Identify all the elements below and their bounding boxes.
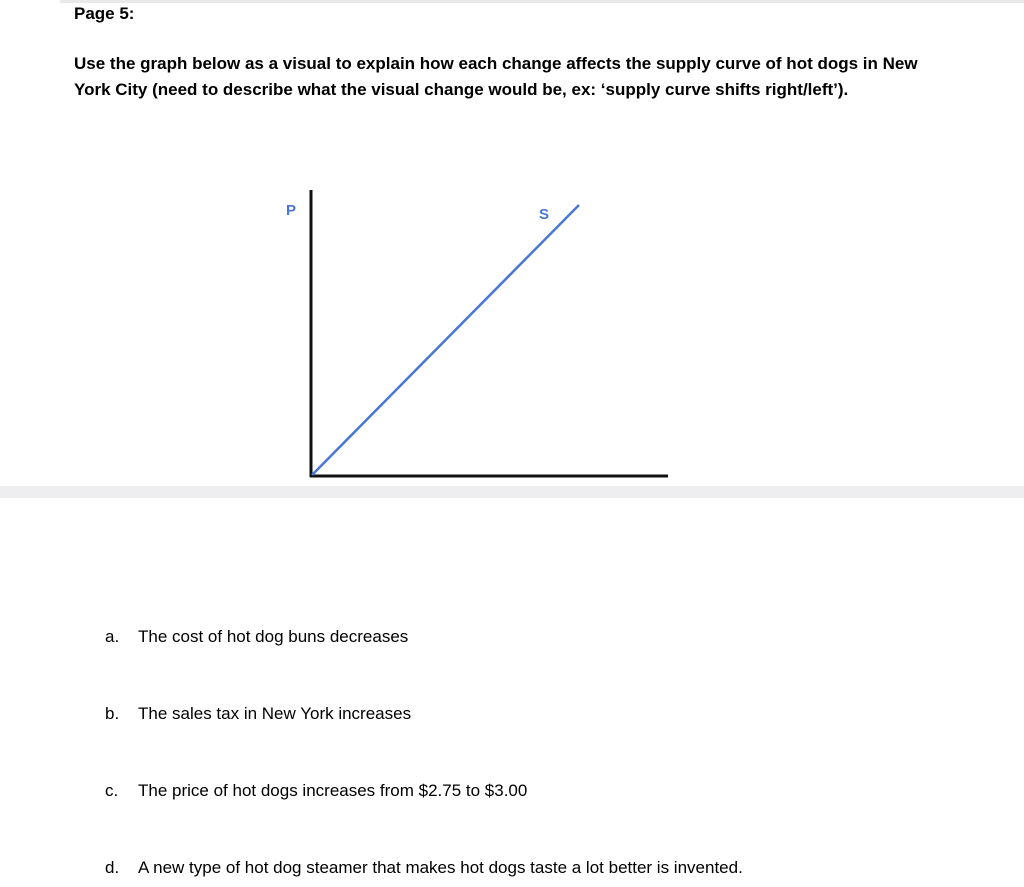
instructions-text: Use the graph below as a visual to explain how each change affects the supply curve of hot dogs in New York City (need to describe what the visual change would be, ex: ‘supply curve shifts right/left’). [74, 54, 918, 99]
question-b [105, 703, 411, 725]
question-letter: a. [105, 627, 120, 646]
supply-curve-label: S [539, 206, 550, 223]
question-letter: d. [105, 858, 120, 877]
question-c [105, 780, 527, 802]
supply-curve [312, 205, 579, 475]
price-axis-label: P [286, 202, 297, 219]
question-text: A new type of hot dog steamer that makes hot dogs taste a lot better is invented. [138, 858, 743, 877]
question-letter: b. [105, 704, 120, 723]
page-separator [0, 486, 1024, 498]
question-text: The sales tax in New York increases [138, 704, 412, 723]
question-text: The price of hot dogs increases from $2.75 to $3.00 [138, 781, 528, 800]
question-text: The cost of hot dog buns decreases [138, 627, 409, 646]
question-letter: c. [105, 781, 119, 800]
questions-list [0, 498, 1024, 887]
question-d [105, 857, 743, 879]
question-a [105, 626, 408, 648]
page-label: Page 5: [74, 4, 135, 23]
